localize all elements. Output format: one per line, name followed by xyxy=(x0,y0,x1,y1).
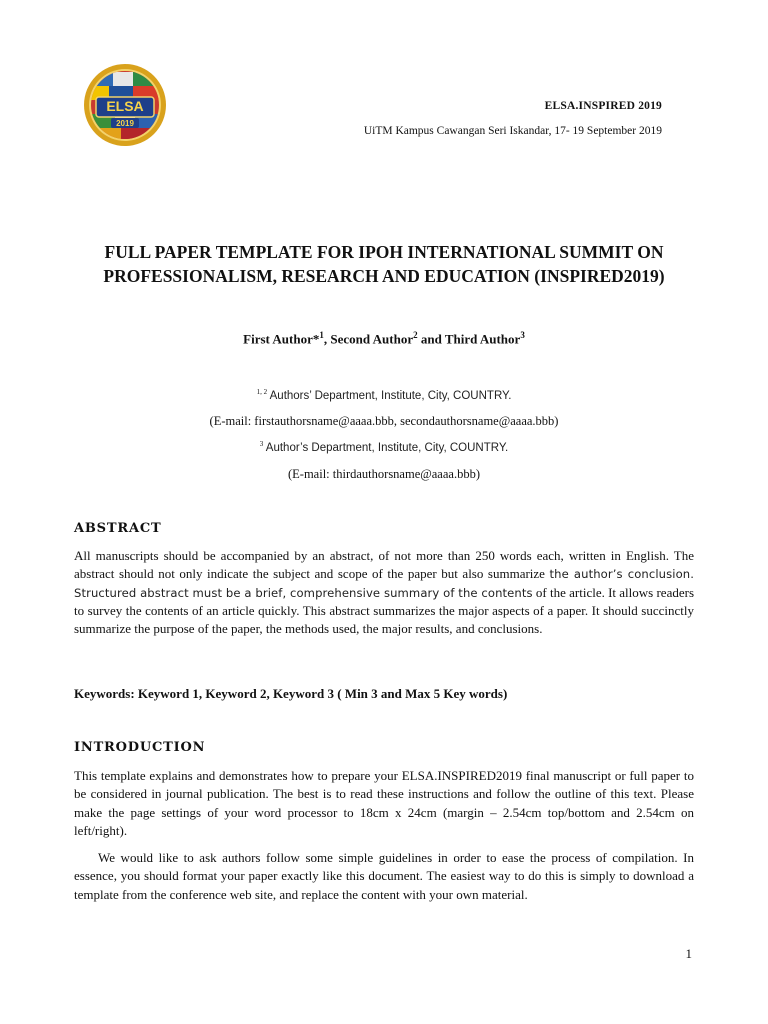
affiliation-1-text: Authors’ Department, Institute, City, COUNTRY. xyxy=(267,390,512,403)
abstract-body xyxy=(74,547,694,638)
author-list xyxy=(60,330,708,347)
introduction-paragraph-2: We would like to ask authors follow some simple guidelines in order to ease the process of compilation. In essence, you should format your paper exactly like this document. The easiest way to do this is simply to download a template from the conference web site, and replace the content with your own material. xyxy=(74,850,694,902)
author-1: First Author* xyxy=(243,331,320,347)
title-line-1: FULL PAPER TEMPLATE FOR IPOH INTERNATIONAL SUMMIT ON xyxy=(104,242,664,262)
logo-text: ELSA xyxy=(106,98,144,114)
conference-logo xyxy=(82,62,168,148)
introduction-heading: INTRODUCTION xyxy=(74,740,206,755)
conference-venue: UiTM Kampus Cawangan Seri Iskandar, 17- 19 September 2019 xyxy=(363,125,662,137)
author-2-sup: 2 xyxy=(413,330,418,340)
abstract-part-3: of the article. It allows readers to survey the contents of an article quickly. This abstract summarizes the major aspects of a paper. It should succinctly summarize the purpose of the paper, the methods used, the major results, and conclusions. xyxy=(74,584,695,637)
conference-name: ELSA.INSPIRED 2019 xyxy=(544,100,662,112)
introduction-paragraph-1: This template explains and demonstrates how to prepare your ELSA.INSPIRED2019 final manuscript or full paper to be considered in journal publication. The best is to read these instructions and follow the outline of this text. Please make the page settings of your word processor to 18cm x 24cm (margin – 2.54cm top/bottom and 2.54cm on left/right). xyxy=(74,768,694,838)
email-2: (E-mail: thirdauthorsname@aaaa.bbb) xyxy=(288,467,480,481)
abstract-heading: ABSTRACT xyxy=(74,521,162,536)
affiliation-2-sup: 3 xyxy=(259,440,264,448)
title-line-2: PROFESSIONALISM, RESEARCH AND EDUCATION (INSPIRED2019) xyxy=(103,266,665,286)
keywords: Keywords: Keyword 1, Keyword 2, Keyword 3 ( Min 3 and Max 5 Key words) xyxy=(74,686,508,701)
author-3: and Third Author xyxy=(417,331,521,347)
affiliation-1 xyxy=(60,388,708,403)
abstract-part-1: All manuscripts should be accompanied by an abstract, of not more than 250 words each, written in English. The abstract should not only indicate the subject and scope of the paper but also summarize xyxy=(74,548,694,582)
abstract-part-2: the author’s conclusion. Structured abstract must be a brief, comprehensive summary of the contents xyxy=(74,567,694,600)
email-1: (E-mail: firstauthorsname@aaaa.bbb, secondauthorsname@aaaa.bbb) xyxy=(209,414,559,428)
logo-year: 2019 xyxy=(116,119,134,128)
affiliation-1-sup: 1, 2 xyxy=(256,388,268,396)
author-3-sup: 3 xyxy=(520,330,525,340)
affiliation-2 xyxy=(60,440,708,455)
page-number: 1 xyxy=(685,946,692,961)
author-1-sup: 1 xyxy=(319,330,324,340)
affiliation-2-text: Author’s Department, Institute, City, COUNTRY. xyxy=(263,442,509,455)
paper-title xyxy=(60,240,708,288)
author-2: , Second Author xyxy=(323,331,414,347)
